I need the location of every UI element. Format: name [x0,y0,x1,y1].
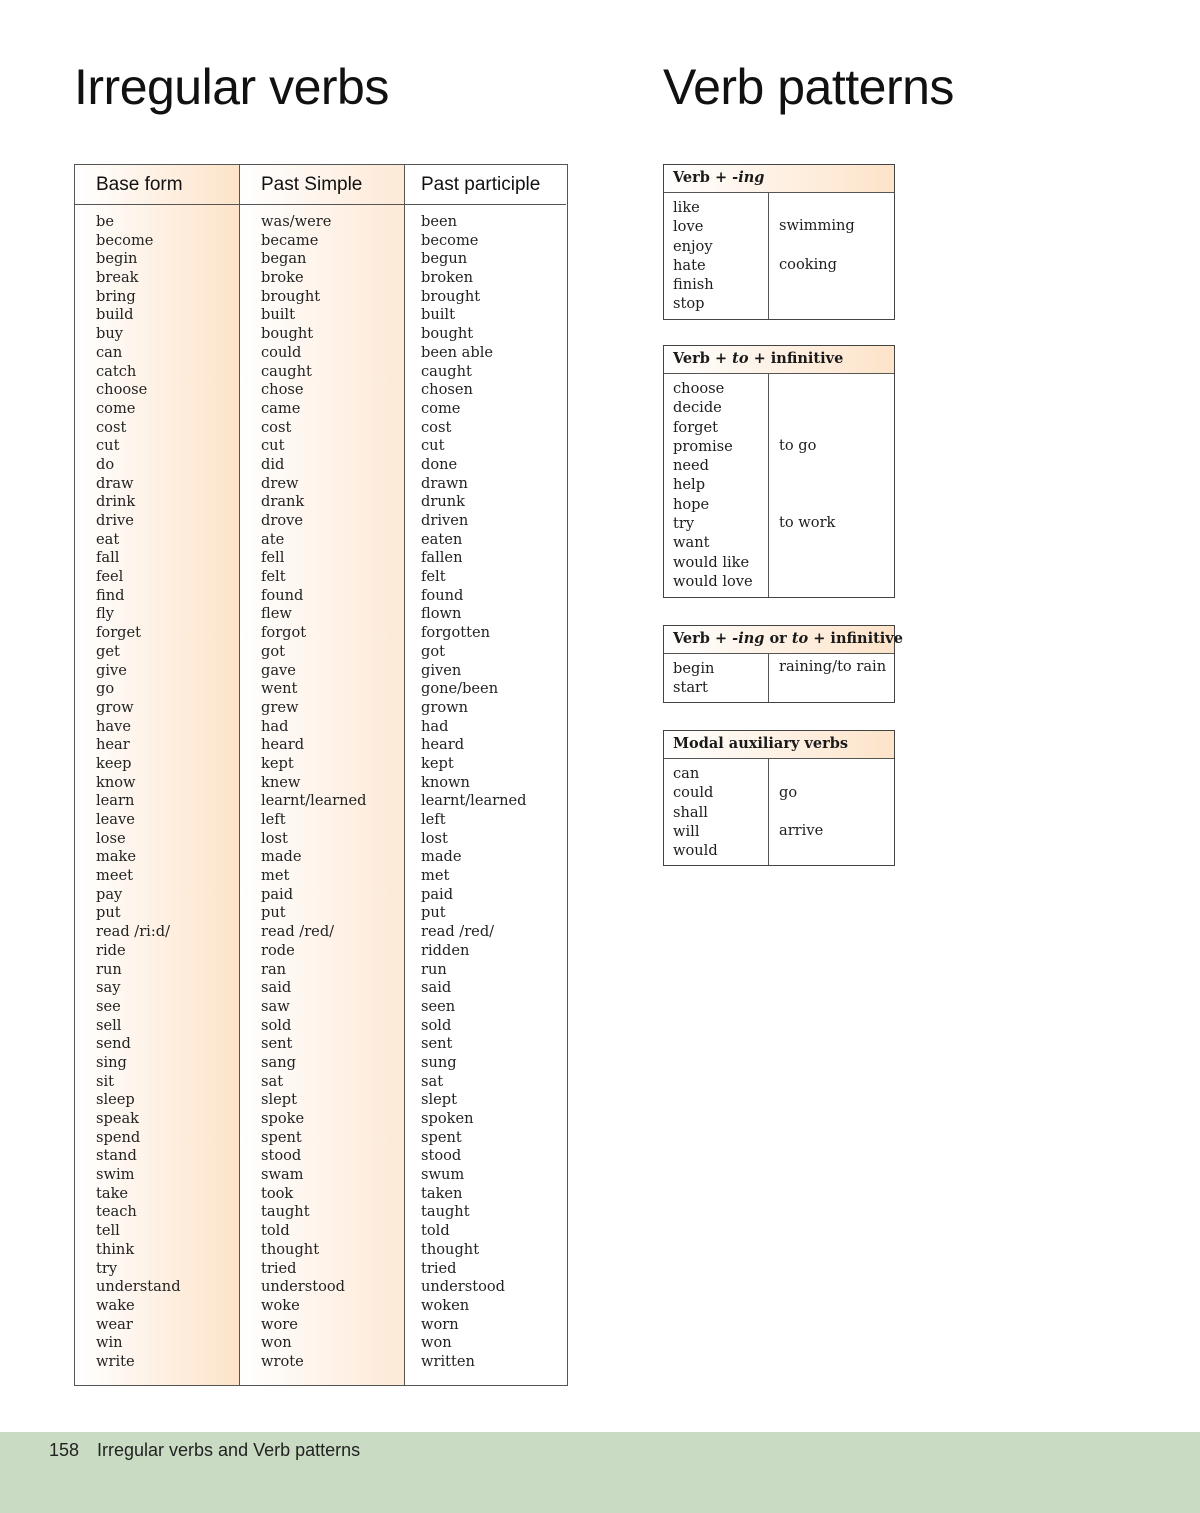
verb-row: rode [261,941,295,959]
verb-row: feel [96,568,124,586]
verb-row: stand [96,1147,137,1165]
pattern-verb: want [673,534,710,552]
verb-row: made [261,848,302,866]
verb-row: put [261,904,286,922]
example-cooking: cooking [779,256,837,273]
example-go: go [779,784,798,801]
verb-ing-or-to-verbs [664,654,769,702]
verb-row: paid [421,885,454,903]
verb-row: had [421,717,449,735]
example-to-work: to work [779,514,836,531]
irregular-verbs-title: Irregular verbs [74,59,389,115]
example-arrive: arrive [779,822,824,839]
pattern-verb: begin [673,660,715,677]
verb-row: sleep [96,1091,135,1109]
verb-row: been [421,213,458,230]
verb-row: broken [421,269,473,287]
verb-row: find [96,586,125,604]
verb-row: eaten [421,530,463,548]
verb-row: hear [96,736,130,754]
verb-row: think [96,1240,135,1258]
verb-row: ride [96,941,126,959]
verb-row: sold [261,1016,292,1034]
verb-row: come [96,399,136,417]
verb-row: swim [96,1166,135,1184]
verb-row: drawn [421,474,468,492]
verb-row: run [421,960,447,978]
pattern-verb: choose [673,380,725,397]
verb-row: swam [261,1166,304,1184]
verb-row: put [96,904,121,922]
verb-row: fall [96,549,120,567]
verb-row: begun [421,250,468,268]
verb-row: knew [261,773,301,791]
verb-row: cost [421,418,452,436]
verb-row: draw [96,474,134,492]
verb-row: said [421,979,452,997]
base-form-header: Base form [75,165,239,205]
pattern-verb: shall [673,803,708,821]
verb-row: sang [261,1053,296,1071]
verb-row: meet [96,867,133,885]
verb-row: win [96,1334,123,1352]
verb-row: wrote [261,1352,304,1370]
verb-row: drew [261,474,299,492]
verb-row: felt [261,568,286,586]
verb-row: try [96,1259,118,1277]
verb-row: woke [261,1296,300,1314]
verb-row: kept [421,754,454,772]
verb-row: build [96,306,134,324]
verb-row: break [96,269,139,287]
pattern-verb: will [673,822,700,840]
verb-row: drive [96,512,134,529]
verb-row: taught [421,1203,470,1221]
verb-row: lose [96,829,126,847]
verb-row: ran [261,960,287,978]
verb-row: told [261,1222,290,1240]
verb-row: made [421,848,462,866]
verb-row: stood [421,1147,462,1165]
modal-verbs-list [664,759,769,865]
verb-row: learn [96,792,135,810]
verb-row: could [261,343,302,361]
modal-verbs-examples [769,759,894,865]
verb-row: paid [261,885,294,903]
verb-row: give [96,661,127,679]
verb-row: choose [96,381,148,399]
verb-row: ridden [421,941,470,959]
verb-row: sold [421,1016,452,1034]
verb-row: pay [96,885,123,903]
verb-row: read /red/ [261,923,335,941]
example-to-go: to go [779,437,817,454]
verb-row: spent [261,1128,302,1146]
verb-row: spend [96,1128,141,1146]
verb-row: won [421,1334,452,1352]
verb-row: send [96,1035,131,1053]
verb-row: grew [261,698,299,716]
verb-row: understood [261,1278,346,1296]
pattern-verb: would [673,842,718,860]
verb-row: be [96,213,114,230]
verb-row: say [96,979,121,997]
verb-row: read /red/ [421,923,495,941]
verb-row: done [421,455,458,473]
verb-row: swum [421,1166,465,1184]
verb-row: become [421,231,479,249]
verb-row: been able [421,343,493,361]
verb-row: leave [96,811,135,828]
verb-ing-or-to-box [663,625,903,703]
verb-row: given [421,661,462,679]
verb-row: gone/been [421,680,499,698]
verb-row: met [421,867,450,885]
verb-row: met [261,867,290,885]
verb-row: had [261,717,289,735]
verb-row: kept [261,754,294,772]
verb-row: spoke [261,1110,305,1127]
pattern-verb: help [673,476,706,494]
verb-row: wear [96,1315,133,1333]
verb-row: spent [421,1128,462,1146]
verb-row: cut [261,437,285,455]
pattern-verb: would like [673,553,750,571]
verb-row: heard [261,736,305,754]
verb-row: learnt/learned [261,792,367,810]
verb-row: put [421,904,446,922]
pattern-verb: could [673,784,714,802]
example-raining: raining/to rain [779,658,887,675]
pattern-verb: finish [673,276,714,294]
verb-row: came [261,399,301,417]
verb-row: slept [421,1091,457,1109]
verb-row: took [261,1184,294,1202]
verb-row: found [261,586,304,604]
verb-row: drunk [421,493,465,511]
page-footer [0,1432,1200,1513]
verb-row: sent [261,1035,293,1053]
verb-row: caught [421,362,472,380]
pattern-verb: forget [673,418,719,436]
verb-row: bring [96,287,136,305]
verb-row: sung [421,1053,457,1071]
page-number: 158 [49,1440,80,1460]
verb-row: broke [261,269,304,287]
modal-verbs-header: Modal auxiliary verbs [664,731,894,759]
verb-row: known [421,773,470,791]
verb-row: begin [96,250,138,268]
verb-row: thought [421,1240,480,1258]
verb-row: got [421,642,445,660]
verb-row: forgot [261,624,307,642]
past-participle-header: Past participle [405,165,566,205]
past-simple-list [240,205,404,1372]
past-simple-header: Past Simple [240,165,404,205]
verb-row: get [96,642,120,660]
verb-row: forgotten [421,624,491,642]
verb-ing-examples [769,193,894,319]
verb-row: slept [261,1091,297,1109]
verb-row: taken [421,1184,463,1202]
verb-row: worn [421,1315,459,1333]
verb-row: know [96,773,136,791]
verb-row: fly [96,605,114,623]
verb-ing-header: Verb + -ing [664,165,894,193]
verb-ing-or-to-examples [769,654,894,702]
verb-row: take [96,1184,129,1202]
past-simple-column [239,165,404,1385]
verb-row: see [96,997,121,1015]
pattern-verb: try [673,515,695,533]
verb-row: sat [421,1072,444,1090]
verb-row: do [96,455,115,473]
pattern-verb: hate [673,256,706,274]
verb-row: said [261,979,292,997]
verb-patterns-title: Verb patterns [663,59,954,115]
verb-row: bought [421,325,474,343]
pattern-verb: enjoy [673,237,713,255]
verb-row: sent [421,1035,453,1053]
base-form-list [75,205,239,1372]
pattern-verb: can [673,765,700,782]
pattern-verb: like [673,199,700,216]
verb-row: run [96,960,122,978]
verb-row: grown [421,698,468,716]
verb-row: gave [261,661,296,679]
verb-row: cut [421,437,445,455]
verb-row: chosen [421,381,473,399]
verb-row: saw [261,997,290,1015]
pattern-verb: would love [673,572,753,590]
verb-row: cost [261,418,292,436]
verb-to-infinitive-box [663,345,895,598]
verb-row: sing [96,1053,127,1071]
verb-row: learnt/learned [421,792,527,810]
verb-row: brought [421,287,481,305]
verb-row: did [261,455,285,473]
base-form-column [75,165,239,1385]
verb-row: sell [96,1016,122,1034]
footer-title: Irregular verbs and Verb patterns [97,1440,361,1460]
verb-row: make [96,848,137,866]
verb-row: speak [96,1110,140,1127]
pattern-verb: decide [673,399,722,417]
verb-row: seen [421,997,456,1015]
verb-row: began [261,250,307,268]
verb-row: brought [261,287,321,305]
verb-row: driven [421,512,469,529]
verb-row: stood [261,1147,302,1165]
verb-row: bought [261,325,314,343]
verb-row: flown [421,605,462,623]
verb-row: written [421,1352,475,1370]
verb-row: caught [261,362,312,380]
verb-row: grow [96,698,134,716]
verb-row: built [421,306,455,324]
verb-row: fell [261,549,285,567]
verb-row: thought [261,1240,320,1258]
verb-row: felt [421,568,446,586]
example-swimming: swimming [779,217,855,234]
verb-row: told [421,1222,450,1240]
verb-row: was/were [261,213,332,230]
verb-row: became [261,231,319,249]
verb-row: understand [96,1278,181,1296]
verb-row: cost [96,418,127,436]
verb-to-infinitive-examples [769,374,894,597]
verb-row: sat [261,1072,284,1090]
verb-row: lost [421,829,448,847]
verb-row: drank [261,493,305,511]
verb-row: sit [96,1072,115,1090]
modal-verbs-box [663,730,895,866]
verb-row: heard [421,736,465,754]
verb-row: keep [96,754,132,772]
verb-row: buy [96,325,123,343]
past-participle-list [405,205,566,1372]
verb-row: understood [421,1278,506,1296]
verb-row: woken [421,1296,470,1314]
verb-row: spoken [421,1110,474,1127]
verb-row: tried [261,1259,297,1277]
verb-row: chose [261,381,304,399]
verb-row: drove [261,512,303,529]
verb-row: flew [261,605,292,623]
verb-row: got [261,642,285,660]
pattern-verb: start [673,679,708,697]
verb-row: write [96,1352,135,1370]
verb-row: cut [96,437,120,455]
verb-row: fallen [421,549,463,567]
verb-row: wore [261,1315,298,1333]
verb-row: drink [96,493,136,511]
irregular-verbs-table [74,164,568,1386]
verb-row: become [96,231,154,249]
pattern-verb: promise [673,437,733,455]
verb-row: built [261,306,295,324]
pattern-verb: love [673,218,704,236]
pattern-verb: stop [673,295,705,313]
past-participle-column [404,165,566,1385]
verb-row: went [261,680,298,698]
verb-row: left [421,811,446,828]
verb-row: read /ri:d/ [96,923,171,941]
verb-row: tell [96,1222,120,1240]
verb-row: won [261,1334,292,1352]
verb-ing-or-to-header: Verb + -ing or to + infinitive [664,626,894,654]
verb-ing-box [663,164,895,320]
verb-to-infinitive-header: Verb + to + infinitive [664,346,894,374]
verb-row: found [421,586,464,604]
verb-to-infinitive-verbs [664,374,769,597]
verb-ing-verbs [664,193,769,319]
verb-row: go [96,680,115,698]
verb-row: forget [96,624,142,642]
verb-row: left [261,811,286,828]
verb-row: catch [96,362,137,380]
verb-row: ate [261,530,285,548]
verb-row: taught [261,1203,310,1221]
pattern-verb: need [673,457,710,475]
verb-row: tried [421,1259,457,1277]
verb-row: can [96,343,123,361]
verb-row: wake [96,1296,135,1314]
verb-row: lost [261,829,288,847]
verb-row: eat [96,530,120,548]
pattern-verb: hope [673,495,710,513]
verb-row: teach [96,1203,137,1221]
verb-row: have [96,717,131,735]
verb-row: come [421,399,461,417]
